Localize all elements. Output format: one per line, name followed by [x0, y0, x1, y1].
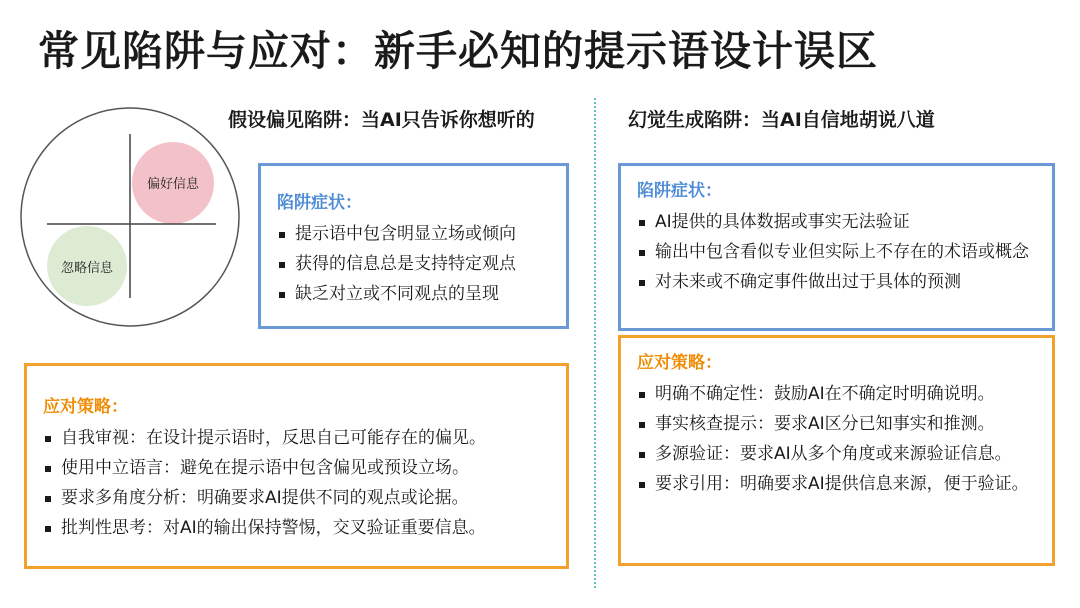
section-divider	[594, 98, 596, 588]
right-symptom-item: 输出中包含看似专业但实际上不存在的术语或概念	[637, 237, 1040, 267]
right-symptom-item: AI提供的具体数据或事实无法验证	[637, 207, 1040, 237]
ignored-info-label: 忽略信息	[60, 261, 114, 276]
left-strategies-box	[24, 363, 569, 569]
left-strategies-title: 应对策略：	[43, 397, 128, 417]
left-symptom-item: 缺乏对立或不同观点的呈现	[277, 279, 552, 309]
right-symptoms-box	[618, 163, 1055, 331]
preferred-info-label: 偏好信息	[146, 177, 200, 192]
right-heading: 幻觉生成陷阱：当AI自信地胡说八道	[628, 109, 935, 131]
left-strategy-item: 要求多角度分析：明确要求AI提供不同的观点或论据。	[43, 483, 556, 513]
left-strategy-item: 使用中立语言：避免在提示语中包含偏见或预设立场。	[43, 453, 556, 483]
left-symptom-item: 获得的信息总是支持特定观点	[277, 249, 552, 279]
left-heading: 假设偏见陷阱：当AI只告诉你想听的	[228, 109, 535, 131]
left-symptoms-title: 陷阱症状：	[277, 193, 362, 213]
left-strategy-item: 自我审视：在设计提示语时，反思自己可能存在的偏见。	[43, 423, 556, 453]
right-symptom-item: 对未来或不确定事件做出过于具体的预测	[637, 267, 1040, 297]
right-strategy-item: 多源验证：要求AI从多个角度或来源验证信息。	[637, 439, 1040, 469]
right-strategies-box	[618, 335, 1055, 566]
right-strategy-item: 事实核查提示：要求AI区分已知事实和推测。	[637, 409, 1040, 439]
right-strategies-title: 应对策略：	[637, 353, 722, 373]
right-symptoms-title: 陷阱症状：	[637, 181, 722, 201]
left-strategy-item: 批判性思考：对AI的输出保持警惕，交叉验证重要信息。	[43, 513, 556, 543]
left-symptom-item: 提示语中包含明显立场或倾向	[277, 219, 552, 249]
left-symptoms-box	[258, 163, 569, 329]
right-strategy-item: 要求引用：明确要求AI提供信息来源，便于验证。	[637, 469, 1040, 499]
page-title: 常见陷阱与应对：新手必知的提示语设计误区	[38, 27, 878, 75]
bias-diagram	[19, 106, 241, 328]
right-strategy-item: 明确不确定性：鼓励AI在不确定时明确说明。	[637, 379, 1040, 409]
